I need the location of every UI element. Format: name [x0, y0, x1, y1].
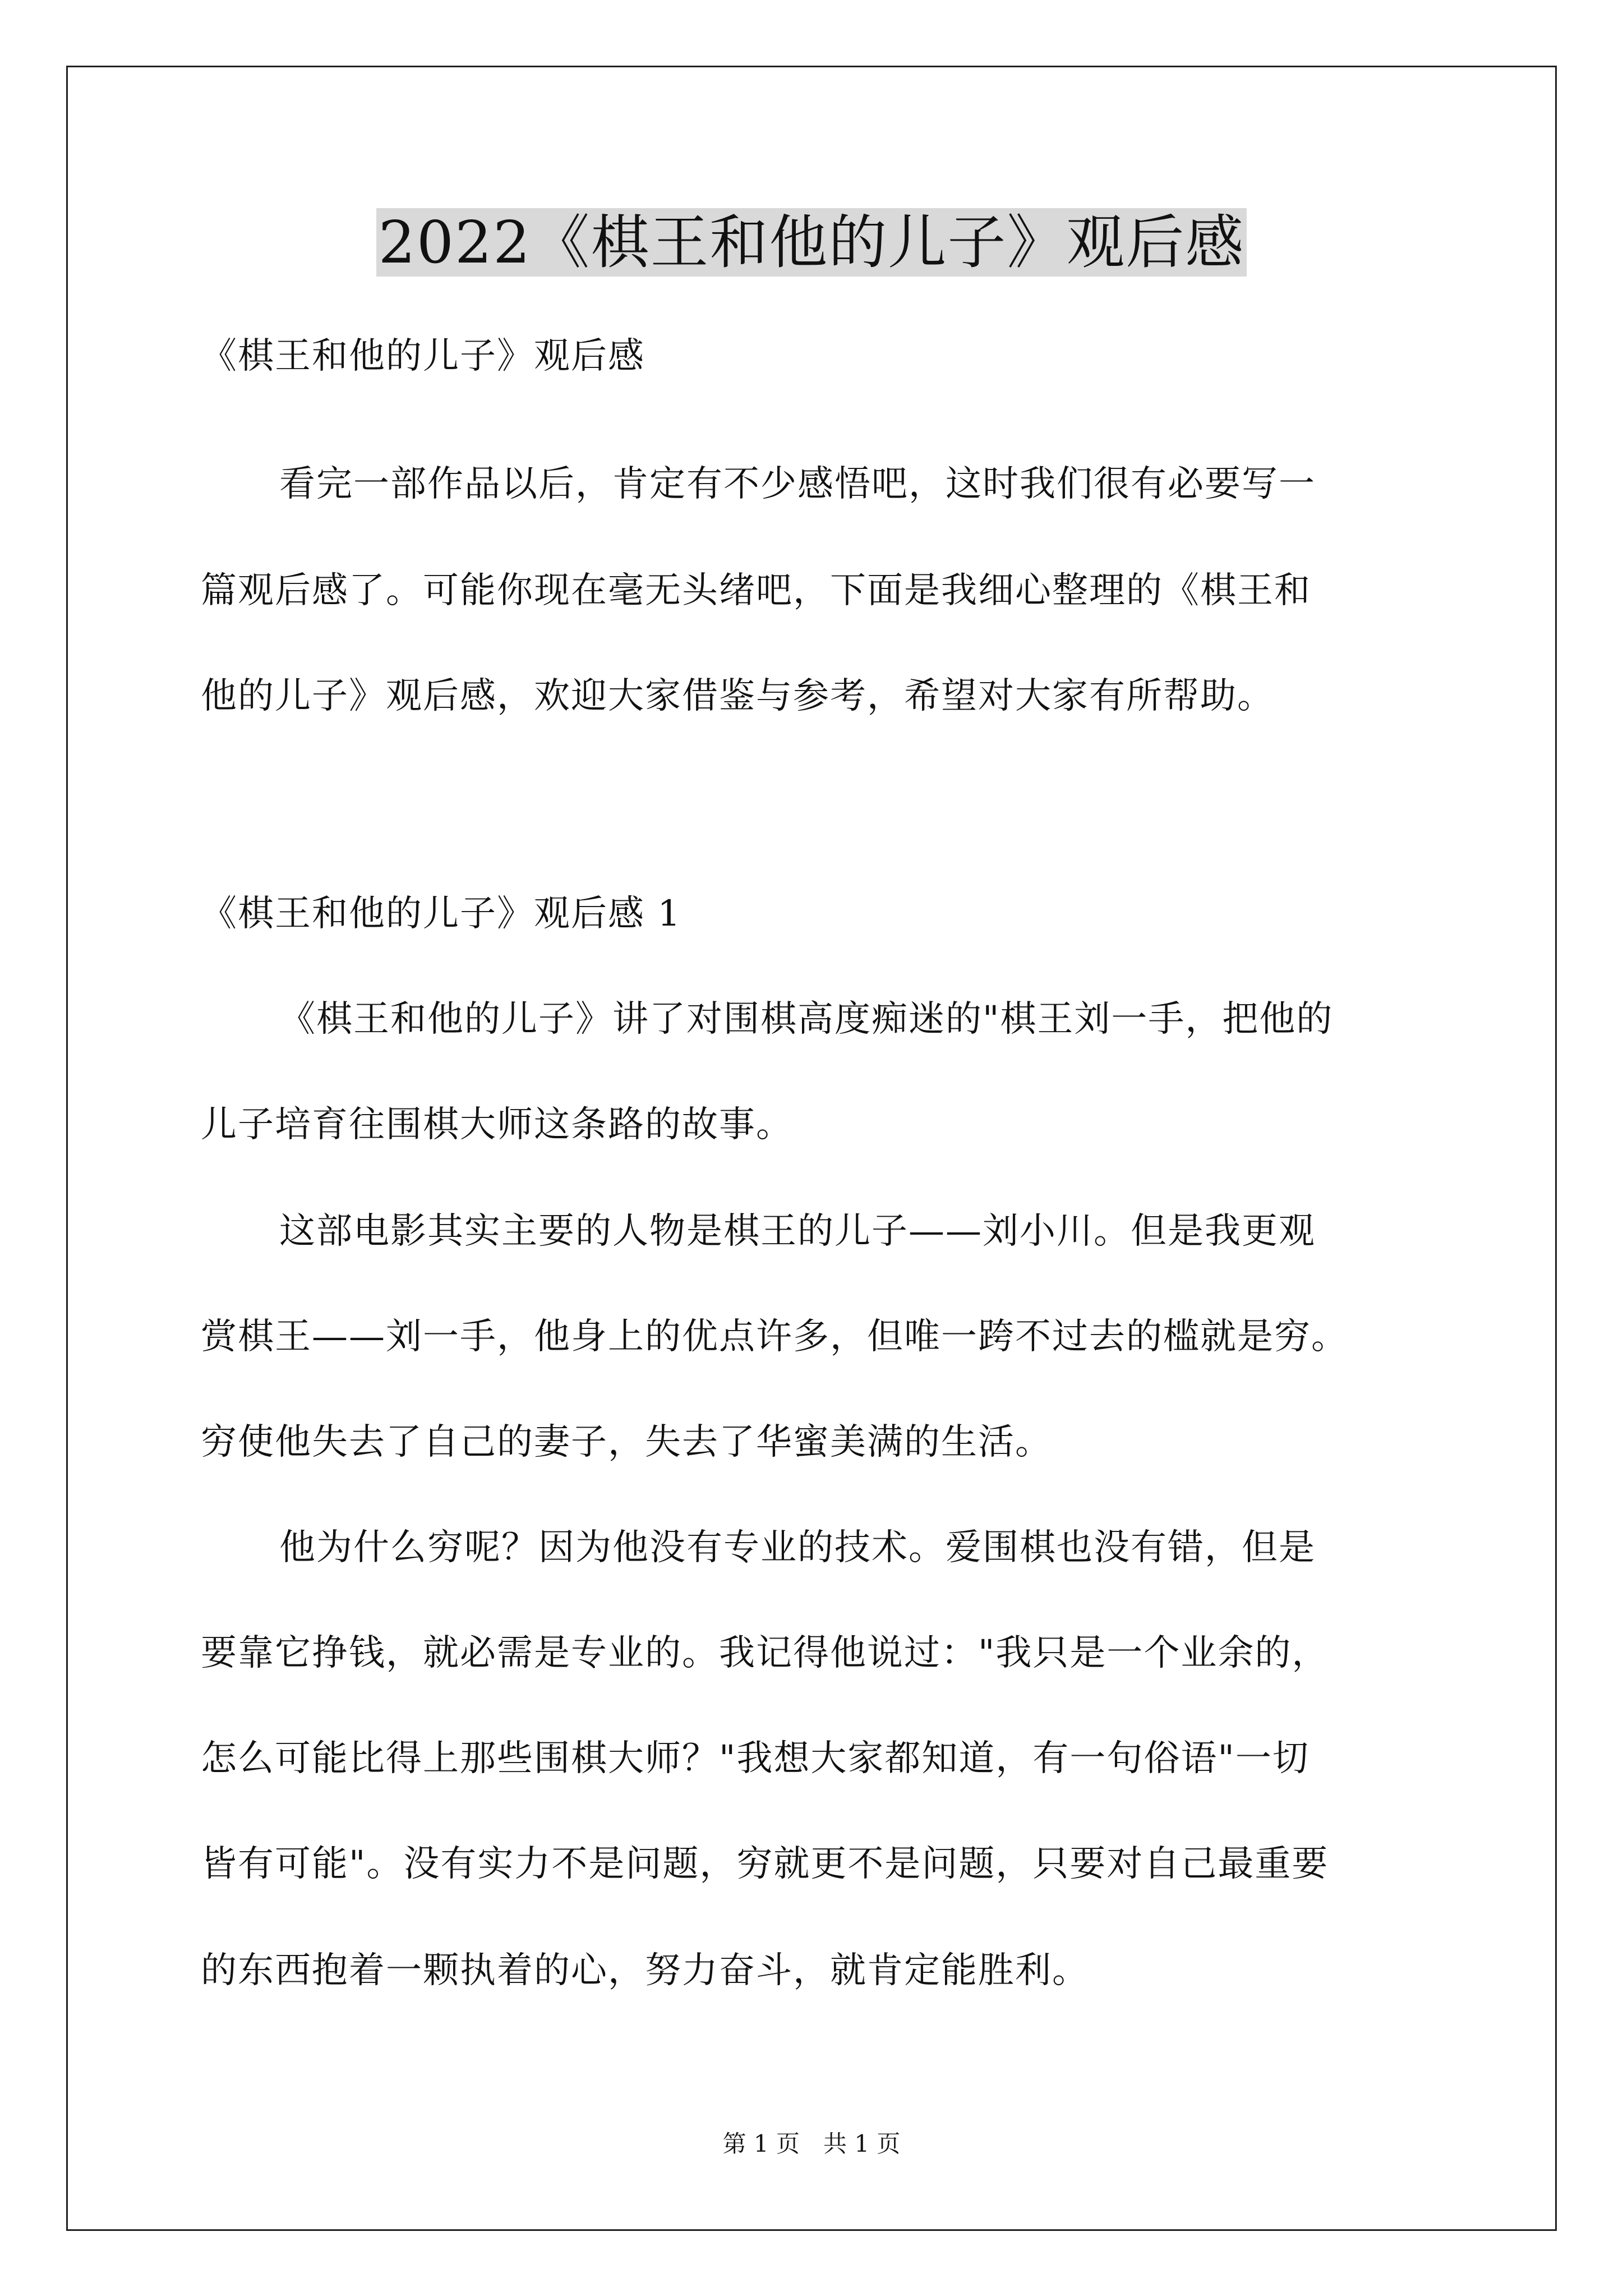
paragraph-line: 篇观后感了。可能你现在毫无头绪吧，下面是我细心整理的《棋王和 [201, 570, 1311, 611]
paragraph-line: 《棋王和他的儿子》讲了对围棋高度痴迷的"棋王刘一手，把他的 [279, 999, 1334, 1040]
section-heading: 《棋王和他的儿子》观后感 1 [201, 893, 682, 935]
paragraph-line: 看完一部作品以后，肯定有不少感悟吧，这时我们很有必要写一 [279, 463, 1316, 505]
document-title-text: 2022《棋王和他的儿子》观后感 [376, 208, 1247, 277]
page-footer: 第 1 页 共 1 页 [722, 2130, 901, 2157]
paragraph-line: 儿子培育往围棋大师这条路的故事。 [201, 1104, 793, 1145]
paragraph-line: 要靠它挣钱，就必需是专业的。我记得他说过："我只是一个业余的， [201, 1632, 1329, 1674]
paragraph-line: 皆有可能"。没有实力不是问题，穷就更不是问题，只要对自己最重要 [201, 1843, 1329, 1885]
intro-heading: 《棋王和他的儿子》观后感 [201, 335, 645, 377]
paragraph-line: 他为什么穷呢？因为他没有专业的技术。爱围棋也没有错，但是 [279, 1527, 1316, 1568]
document-title [0, 203, 1623, 282]
paragraph-line: 的东西抱着一颗执着的心，努力奋斗，就肯定能胜利。 [201, 1950, 1089, 1991]
paragraph-line: 赏棋王——刘一手，他身上的优点许多，但唯一跨不过去的槛就是穷。 [201, 1316, 1348, 1358]
paragraph-line: 这部电影其实主要的人物是棋王的儿子——刘小川。但是我更观 [279, 1211, 1316, 1252]
paragraph-line: 他的儿子》观后感，欢迎大家借鉴与参考，希望对大家有所帮助。 [201, 675, 1274, 717]
paragraph-line: 穷使他失去了自己的妻子，失去了华蜜美满的生活。 [201, 1421, 1052, 1463]
paragraph-line: 怎么可能比得上那些围棋大师？"我想大家都知道，有一句俗语"一切 [201, 1738, 1310, 1779]
